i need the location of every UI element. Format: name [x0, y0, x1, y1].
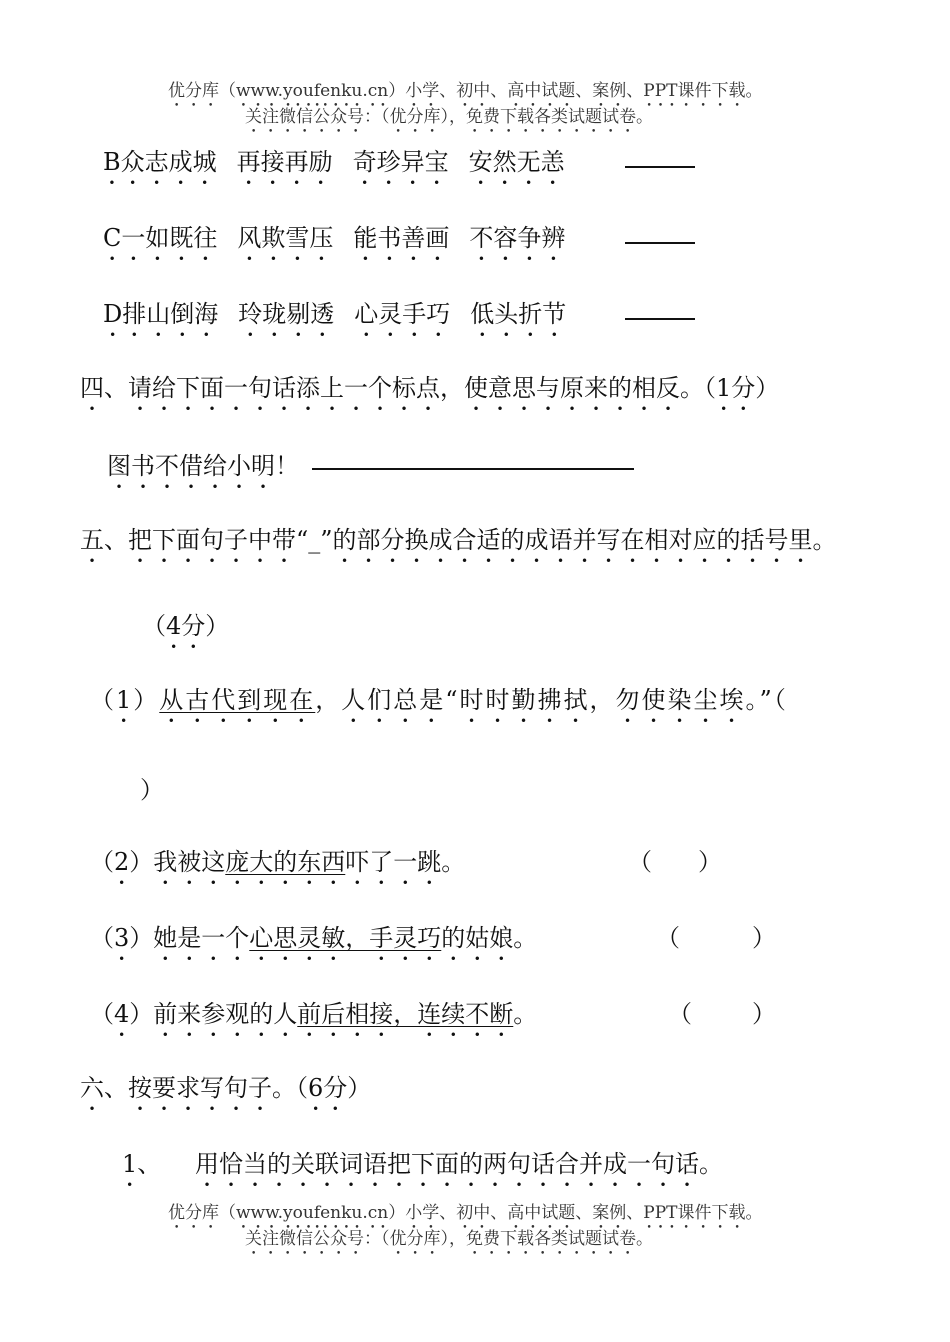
section-5-item-2 — [90, 842, 465, 890]
idiom: 能书善画 — [353, 224, 450, 252]
header-line-2: 关注微信公众号：（优分库），免费下载各类试题试卷。 — [245, 107, 653, 127]
underlined-phrase: 前后相接，连续不断 — [297, 1000, 514, 1028]
section-5-title: 五、把下面句子中带“_”的部分换成合适的成语并写在相对应的括号里。 — [80, 526, 837, 554]
section-6-title: 六、按要求写句子。（6分） — [80, 1074, 372, 1102]
section-5-item-1 — [90, 680, 788, 728]
underlined-phrase: 心思灵敏，手灵巧 — [249, 924, 442, 952]
header-line-1: 优分库（www.youfenku.cn）小学、初中、高中试题、案例、PPT课件下载。 — [168, 81, 763, 101]
item-text: 吓了一跳。 — [345, 848, 466, 876]
idiom: 低头折节 — [470, 300, 567, 328]
idiom: 一如既往 — [121, 224, 218, 252]
item-2-close-paren: ） — [698, 848, 722, 876]
section-6-q1-number: 1、 — [122, 1150, 162, 1178]
answer-blank-d[interactable] — [625, 318, 695, 320]
section-5-score: （4分） — [142, 612, 230, 640]
option-letter: D — [103, 300, 123, 328]
item-text: 。 — [513, 1000, 538, 1028]
section-4-title: 四、请给下面一句话添上一个标点，使意思与原来的相反。（1分） — [80, 374, 780, 402]
item-number: （1） — [90, 686, 160, 714]
item-number: （2） — [90, 848, 154, 876]
item-1-close-paren: ） — [140, 776, 164, 804]
item-text: ，人们总是“时时勤拂拭，勿使染尘埃。”（ — [315, 686, 788, 714]
idiom: 玲珑剔透 — [238, 300, 335, 328]
option-c — [103, 218, 565, 266]
idiom: 再接再励 — [236, 148, 333, 176]
option-letter: B — [103, 148, 121, 176]
idiom: 排山倒海 — [122, 300, 219, 328]
item-text: 我被这 — [153, 848, 226, 876]
idiom: 不容争辨 — [469, 224, 566, 252]
section-5-item-4 — [90, 994, 537, 1042]
answer-blank-c[interactable] — [625, 242, 695, 244]
item-3-close-paren: ） — [752, 924, 776, 952]
item-text: 她是一个 — [153, 924, 250, 952]
item-number: （3） — [90, 924, 154, 952]
answer-blank-b[interactable] — [625, 166, 695, 168]
footer-line-1: 优分库（www.youfenku.cn）小学、初中、高中试题、案例、PPT课件下载。 — [168, 1203, 763, 1223]
item-number: （4） — [90, 1000, 154, 1028]
idiom: 风欺雪压 — [237, 224, 334, 252]
item-4-open-paren: （ — [668, 1000, 692, 1028]
item-text: 的姑娘。 — [441, 924, 538, 952]
idiom: 心灵手巧 — [354, 300, 451, 328]
section-4-answer-blank[interactable] — [312, 468, 634, 470]
option-b — [103, 142, 565, 190]
idiom: 众志成城 — [120, 148, 217, 176]
option-letter: C — [103, 224, 122, 252]
section-5-item-3 — [90, 918, 537, 966]
idiom: 奇珍异宝 — [352, 148, 449, 176]
idiom: 安然无恙 — [468, 148, 565, 176]
option-d — [103, 294, 566, 342]
underlined-phrase: 从古代到现在 — [159, 686, 316, 714]
footer-line-2: 关注微信公众号：（优分库），免费下载各类试题试卷。 — [245, 1229, 653, 1249]
underlined-phrase: 庞大的东西 — [225, 848, 346, 876]
section-4-sentence: 图书不借给小明！ — [107, 452, 299, 480]
item-3-open-paren: （ — [656, 924, 680, 952]
item-4-close-paren: ） — [752, 1000, 776, 1028]
item-text: 前来参观的人 — [153, 1000, 298, 1028]
section-6-q1-text: 用恰当的关联词语把下面的两句话合并成一句话。 — [195, 1150, 723, 1178]
item-2-open-paren: （ — [628, 848, 652, 876]
